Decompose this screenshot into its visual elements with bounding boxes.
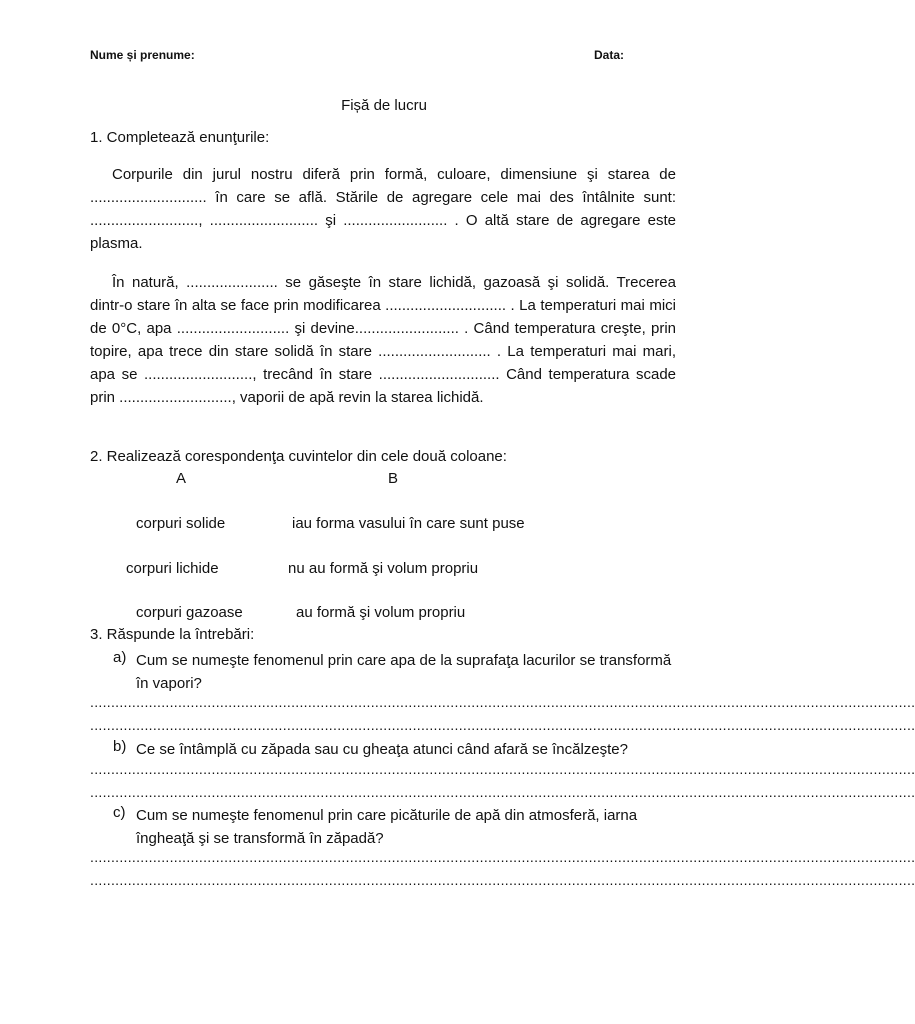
column-a-header: A	[176, 470, 187, 487]
answer-line-a1[interactable]: .....................................................................................................................................................................................................	[90, 694, 915, 710]
match-b-liquids: nu au formă şi volum propriu	[288, 560, 479, 577]
section3-heading: 3. Răspunde la întrebări:	[90, 626, 255, 643]
match-b-solids: iau forma vasului în care sunt puse	[292, 515, 525, 532]
match-a-solids: corpuri solide	[136, 515, 226, 532]
question-a-text: Cum se numeşte fenomenul prin care apa de la suprafaţa lacurilor se transformă în vapori?	[136, 652, 672, 692]
answer-line-c2[interactable]: .....................................................................................................................................................................................................	[90, 872, 915, 888]
match-a-liquids: corpuri lichide	[126, 560, 219, 577]
name-label: Nume și prenume:	[90, 48, 195, 62]
question-a-label: a)	[113, 649, 127, 666]
column-b-header: B	[388, 470, 399, 487]
answer-line-a2[interactable]: .....................................................................................................................................................................................................	[90, 717, 915, 733]
answer-line-b1[interactable]: .....................................................................................................................................................................................................	[90, 761, 915, 777]
question-c-text: Cum se numeşte fenomenul prin care picăturile de apă din atmosferă, iarna îngheaţă şi se transformă în zăpadă?	[136, 807, 638, 847]
answer-line-b2[interactable]: .....................................................................................................................................................................................................	[90, 784, 915, 800]
section1-paragraph1: Corpurile din jurul nostru diferă prin formă, culoare, dimensiune şi starea de ............................ în care se află. Stările de agregare cele mai des întâlnite sunt: .........................., .......................... şi ......................... . O altă stare de agregare este plasma.	[90, 166, 676, 252]
question-b-label: b)	[113, 738, 127, 755]
page-title: Fișă de lucru	[341, 97, 427, 114]
match-a-gases: corpuri gazoase	[136, 604, 243, 621]
question-c-label: c)	[113, 804, 126, 821]
question-b-text: Ce se întâmplă cu zăpada sau cu gheaţa atunci când afară se încălzeşte?	[136, 741, 628, 758]
date-label: Data:	[594, 48, 625, 62]
section2-heading: 2. Realizează corespondenţa cuvintelor din cele două coloane:	[90, 448, 507, 465]
match-b-gases: au formă şi volum propriu	[296, 604, 466, 621]
section1-paragraph2: În natură, ...................... se găseşte în stare lichidă, gazoasă şi solidă. Trecerea dintr-o stare în alta se face prin modificarea ............................. . La temperaturi mai mici de 0°C, apa ........................... şi devine......................... . Când temperatura creşte, prin topire, apa trece din stare solidă în stare ........................... . La temperaturi mai mari, apa se .........................., trecând în stare ............................. Când temperatura scade prin ..........................., vaporii de apă revin la starea lichidă.	[90, 274, 676, 406]
answer-line-c1[interactable]: .....................................................................................................................................................................................................	[90, 849, 915, 865]
section1-heading: 1. Completează enunţurile:	[90, 129, 270, 146]
